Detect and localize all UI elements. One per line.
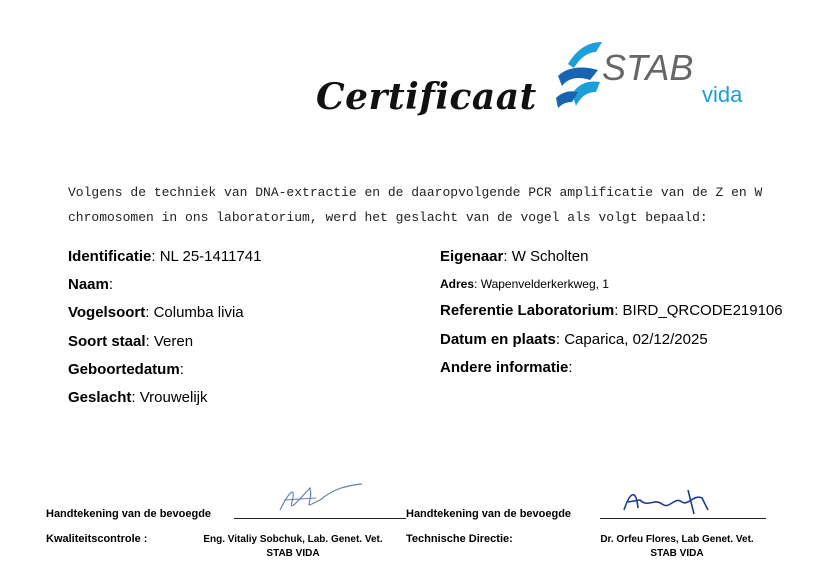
field-geslacht: Geslacht: Vrouwelijk (68, 389, 208, 406)
field-geboortedatum: Geboortedatum: (68, 361, 184, 378)
intro-line-1: Volgens de techniek van DNA-extractie en de daaropvolgende PCR amplificatie van de Z en W (68, 185, 763, 200)
right-signature-line (600, 518, 766, 519)
field-soort-staal: Soort staal: Veren (68, 333, 194, 350)
right-role-label: Technische Directie: (406, 533, 513, 545)
field-vogelsoort: Vogelsoort: Columba livia (68, 304, 244, 321)
left-signature-line (234, 518, 406, 519)
right-signature-label: Handtekening van de bevoegde (406, 508, 572, 520)
left-signer: Eng. Vitaliy Sobchuk, Lab. Genet. Vet. STAB VIDA (203, 534, 383, 559)
certificate-title: Certificaat (316, 76, 537, 118)
field-naam: Naam: (68, 276, 114, 293)
intro-line-2: chromosomen in ons laboratorium, werd het geslacht van de vogel als volgt bepaald: (68, 210, 708, 225)
field-datum-en-plaats: Datum en plaats: Caparica, 02/12/2025 (440, 331, 708, 348)
field-adres: Adres: Wapenvelderkerkweg, 1 (440, 277, 609, 291)
right-signature (618, 484, 718, 522)
left-signature-label: Handtekening van de bevoegde (46, 508, 212, 520)
field-eigenaar: Eigenaar: W Scholten (440, 248, 589, 265)
stab-vida-logo (550, 36, 780, 114)
right-signer: Dr. Orfeu Flores, Lab Genet. Vet. STAB VIDA (600, 534, 754, 559)
logo-vida-text: vida (702, 82, 743, 107)
logo-stab-text: STAB (602, 47, 694, 88)
left-signature (270, 480, 370, 520)
field-andere-informatie: Andere informatie: (440, 359, 573, 376)
dna-helix-icon (556, 42, 602, 108)
field-referentie-laboratorium: Referentie Laboratorium: BIRD_QRCODE219106 (440, 302, 783, 319)
left-role-label: Kwaliteitscontrole : (46, 533, 148, 545)
field-identificatie: Identificatie: NL 25-1411741 (68, 248, 262, 265)
